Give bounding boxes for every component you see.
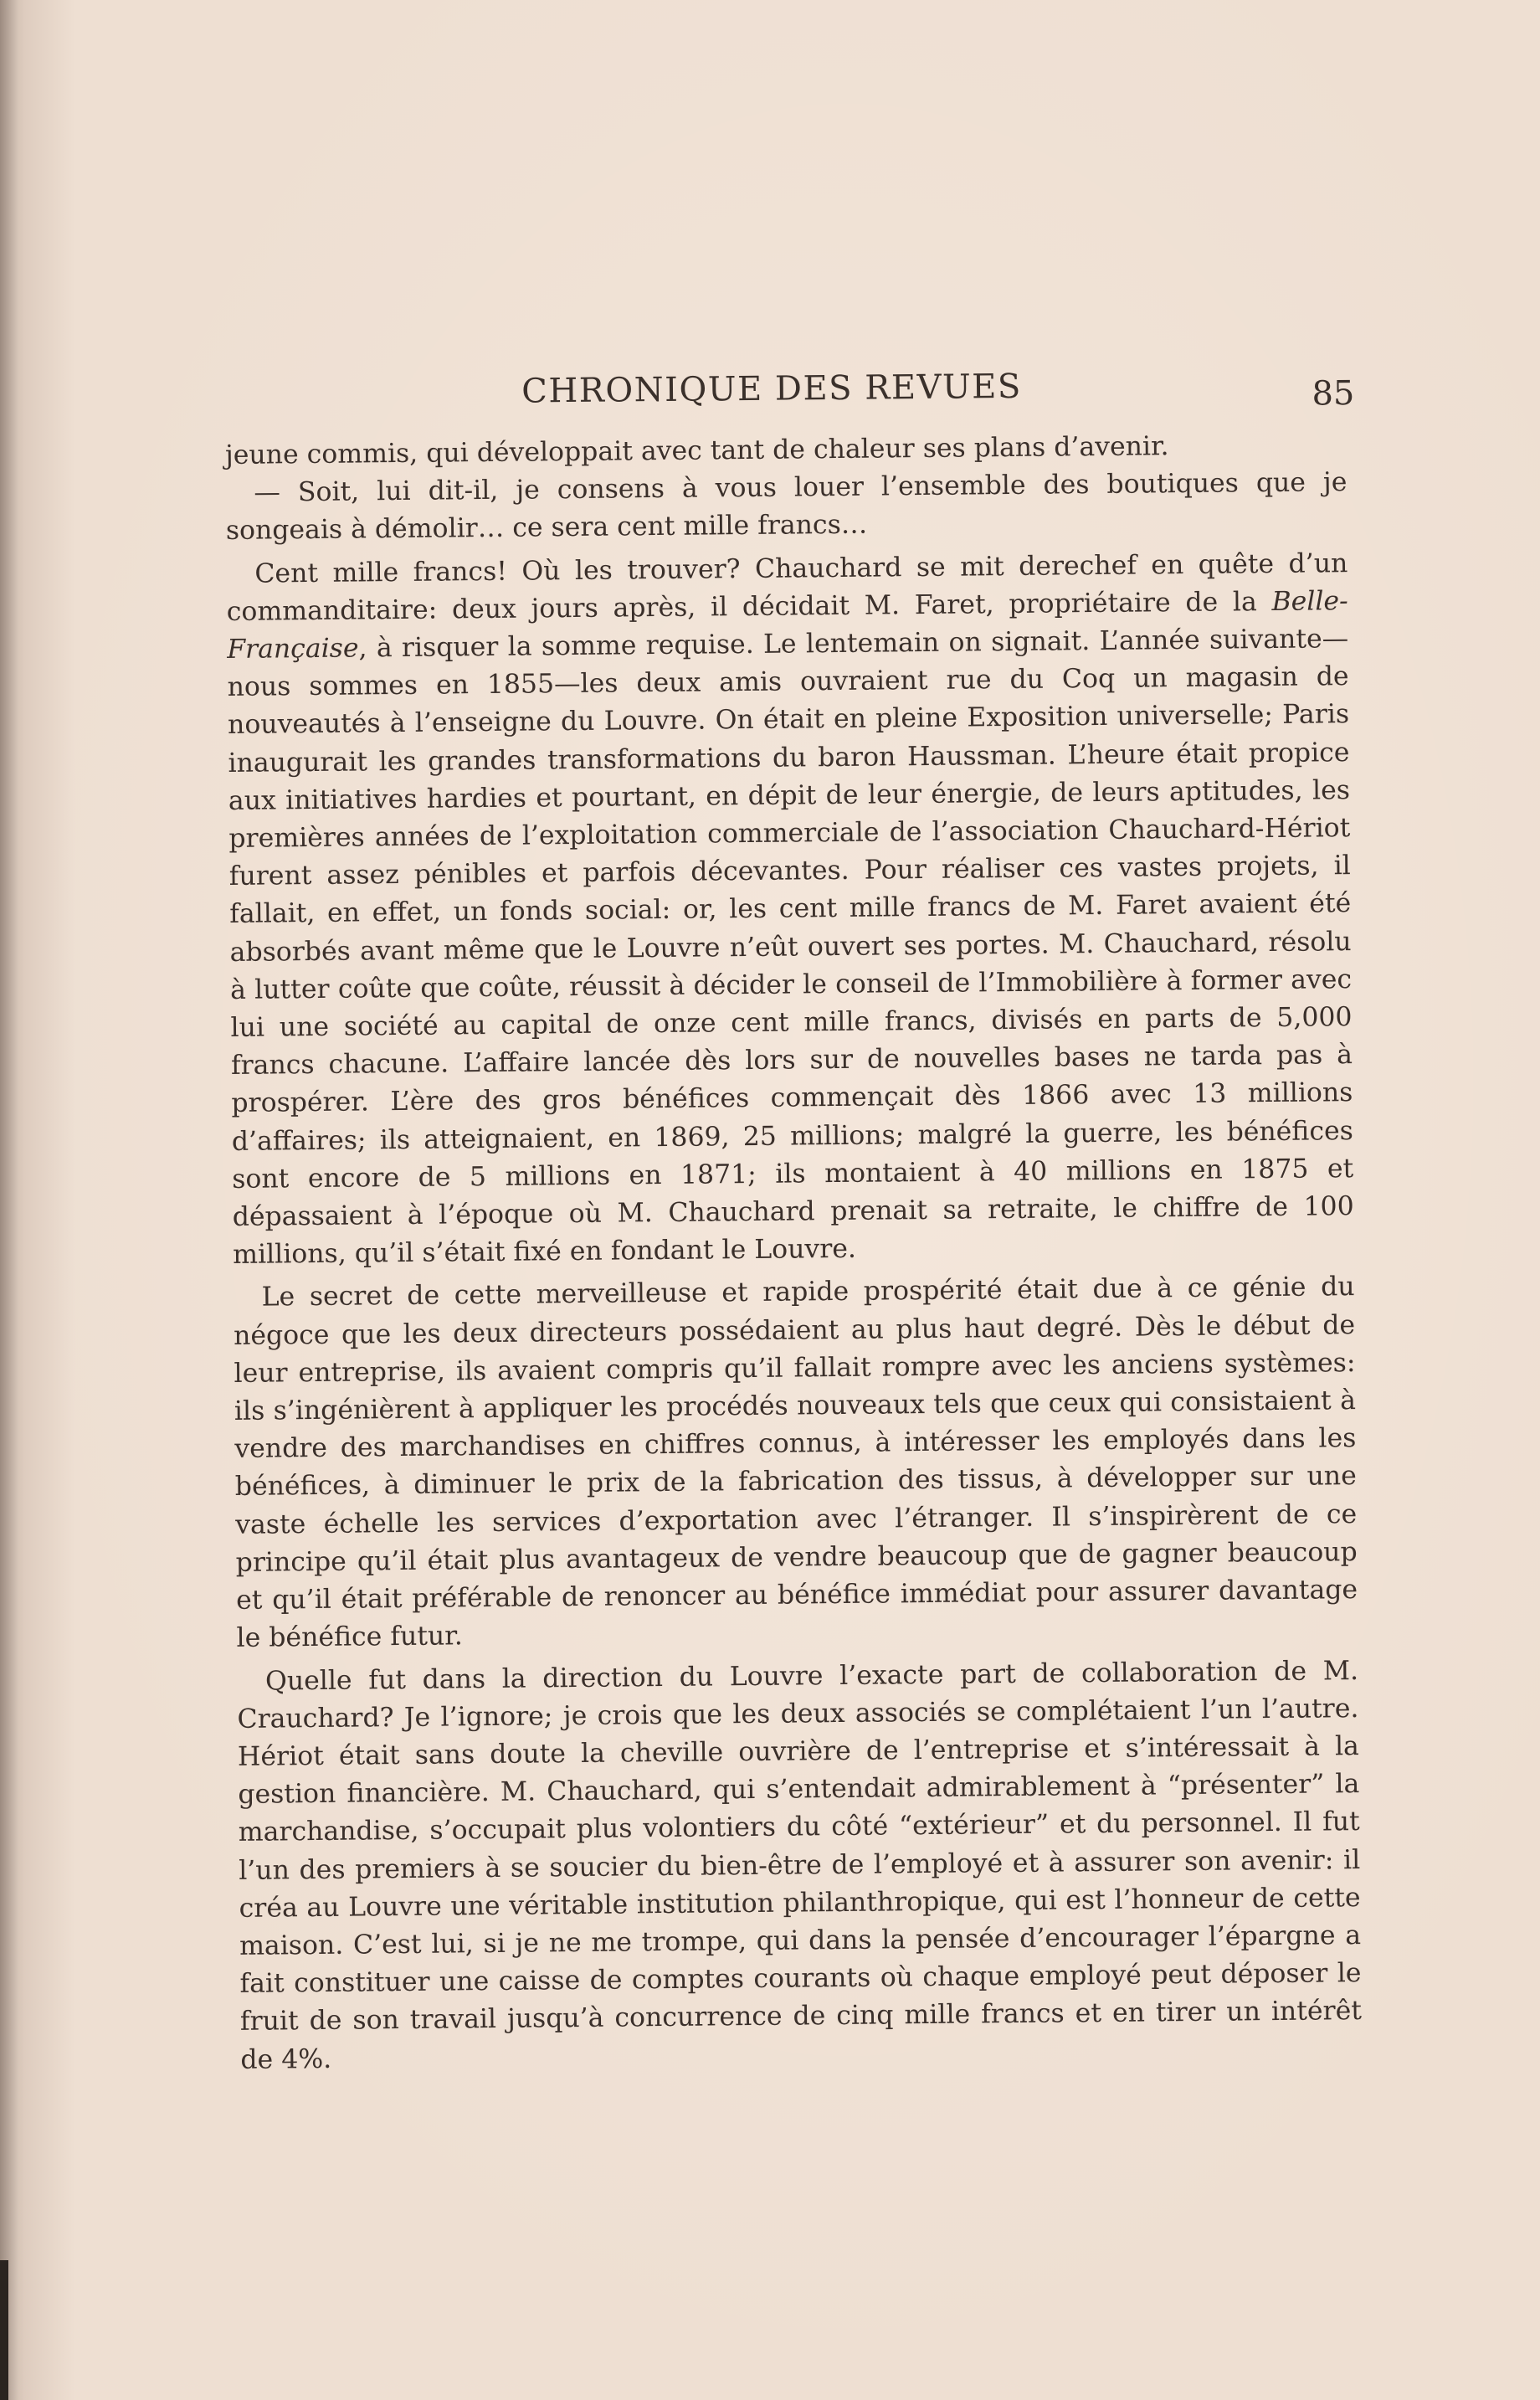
paragraph-prosperity: Le secret de cette merveilleuse et rapide prospérité était due à ce génie du négoce que les deux directeurs possédaient au plus haut degré. Dès le début de leur entreprise, ils avaient compris qu’il fallait rompre avec les anciens systèmes: ils s’ingénièrent à appliquer les procédés nouveaux tels que ceux qui consistaient à vendre des marchandises en chiffres connus, à intéresser les employés dans les bénéfices, à diminuer le prix de la fabrication des tissus, à développer sur une vaste échelle les services d’exportation avec l’étranger. Il s’inspirèrent de ce principe qu’il était plus avantageux de vendre beaucoup que de gagner beaucoup et qu’il était préférable de renoncer au bénéfice immédiat pour assurer davantage le bénéfice futur. xyxy=(233,1272,1358,1654)
page-number: 85 xyxy=(1312,374,1355,414)
running-head: CHRONIQUE DES REVUES xyxy=(521,367,1023,411)
paragraph-history xyxy=(226,545,1354,1275)
store-name-italic: Belle-Française xyxy=(227,585,1348,665)
paragraph-history-part-2: , à risquer la somme requise. Le lentemain on signait. L’année suivante—nous sommes en 1855—les deux amis ouvraient rue du Coq un magasin de nouveautés à l’enseigne du Louvre. On était en pleine Exposition universelle; Paris inaugurait les grandes transformations du baron Haussman. L’heure était propice aux initiatives hardies et pourtant, en dépit de leur énergie, de leurs aptitudes, les premières années de l’exploitation commerciale de l’association Chauchard-Hériot furent assez pénibles et parfois décevantes. Pour réaliser ces vastes projets, il fallait, en effet, un fonds social: or, les cent mille francs de M. Faret avaient été absorbés avant même que le Louvre n’eût ouvert ses portes. M. Chauchard, résolu à lutter coûte que coûte, réussit à décider le conseil de l’Immobilière à former avec lui une société au capital de onze cent mille francs, divisés en parts de 5,000 francs chacune. L’affaire lancée dès lors sur de nouvelles bases ne tarda pas à prospérer. L’ère des gros bénéfices commençait dès 1866 avec 13 millions d’affaires; ils atteignaient, en 1869, 25 millions; malgré la guerre, les bénéfices sont encore de 5 millions en 1871; ils montaient à 40 millions en 1875 et dépassaient à l’époque où M. Chauchard prenait sa retraite, le chiffre de 100 millions, qu’il s’était fixé en fondant le Louvre. xyxy=(227,624,1354,1271)
page-header xyxy=(224,357,1355,437)
page-text-block xyxy=(224,357,1363,2079)
paragraph-history-part-1: Cent mille francs! Où les trouver? Chauchard se mit derechef en quête d’un commanditaire: deux jours après, il décidait M. Faret, propriétaire de la xyxy=(226,547,1348,627)
paragraph-dialogue: — Soit, lui dit-il, je consens à vous louer l’ensemble des boutiques que je songeais à démolir… ce sera cent mille francs… xyxy=(225,467,1348,547)
page-gutter-shadow xyxy=(0,0,18,2400)
paragraph-collaboration: Quelle fut dans la direction du Louvre l’exacte part de collaboration de M. Crauchard? Je l’ignore; je crois que les deux associés se complétaient l’un l’autre. Hériot était sans doute la cheville ouvrière de l’entreprise et s’intéressait à la gestion financière. M. Chauchard, qui s’entendait admirablement à “présenter” la marchandise, s’occupait plus volontiers du côté “extérieur” et du personnel. Il fut l’un des premiers à se soucier du bien-être de l’employé et à assurer son avenir: il créa au Louvre une véritable institution philanthropique, qui est l’honneur de cette maison. C’est lui, si je ne me trompe, qui dans la pensée d’encourager l’épargne a fait constituer une caisse de comptes courants où chaque employé peut déposer le fruit de son travail jusqu’à concurrence de cinq mille francs et en tirer un intérêt de 4%. xyxy=(237,1655,1363,2075)
binding-edge xyxy=(0,2260,8,2400)
paragraph-continuation: jeune commis, qui développait avec tant de chaleur ses plans d’avenir. xyxy=(224,431,1169,470)
